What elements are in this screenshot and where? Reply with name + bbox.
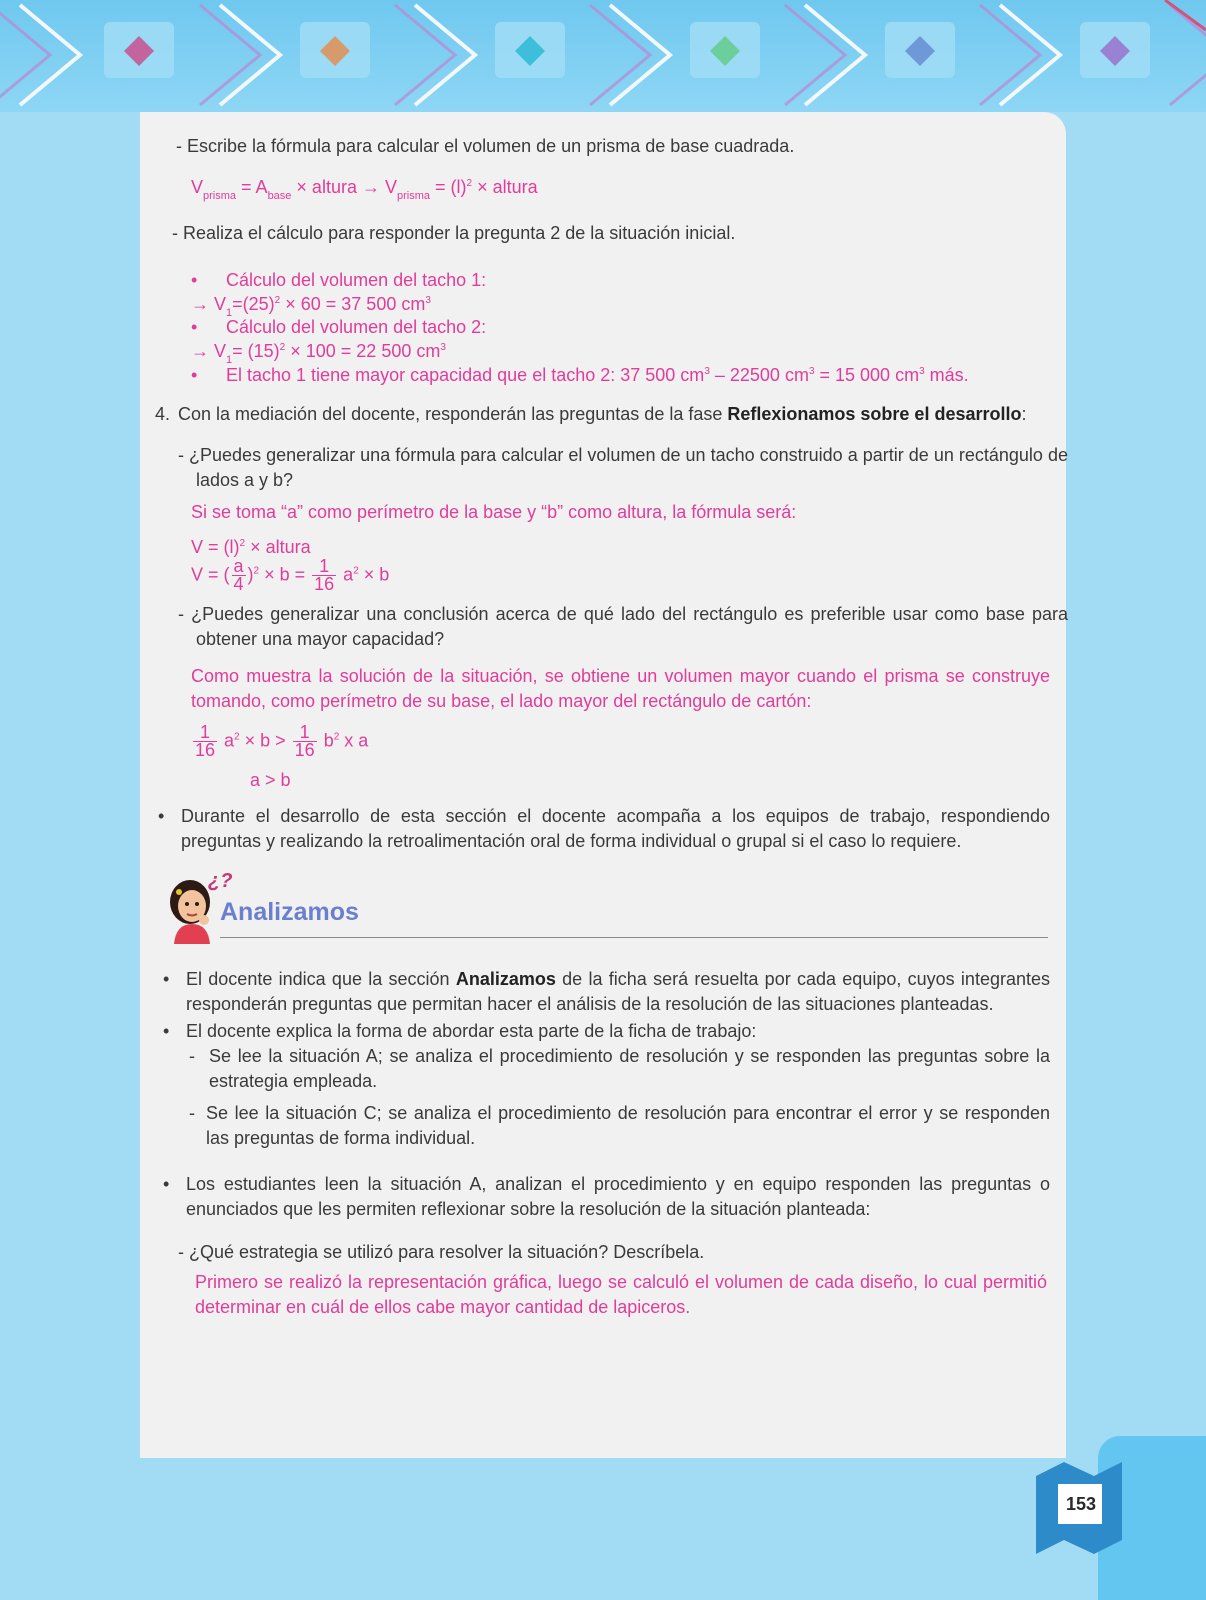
bullet: • (163, 1021, 170, 1041)
step-situation-c: Se lee la situación C; se analiza el procedimiento de resolución para encontrar el error y se responden las preguntas de forma individual. (206, 1103, 1050, 1148)
diamond-chevron-pattern (0, 0, 1206, 112)
answer-3: Primero se realizó la representación gráfica, luego se calculó el volumen de cada diseño, lo cual permitió determinar en cuál de ellos cabe mayor cantidad de lapiceros. (195, 1272, 1047, 1317)
section-title: Analizamos (220, 898, 359, 926)
question-1: - ¿Puedes generalizar una fórmula para calcular el volumen de un tacho construido a partir de un rectángulo de lados a y b? (178, 445, 1068, 490)
question-marks: ¿? (208, 870, 233, 892)
item-number: 4. (155, 404, 171, 424)
dash: - (189, 1046, 195, 1066)
bullet: • (191, 317, 198, 337)
answer-line-2: Cálculo del volumen del tacho 2: (226, 317, 487, 337)
dash: - (189, 1103, 195, 1123)
bullet: • (158, 806, 165, 826)
answer-conclusion: El tacho 1 tiene mayor capacidad que el tacho 2: 37 500 $cm^3 - 22500$ $cm^3 = 15$ 000 $cm^3$ más. (226, 365, 969, 385)
paragraph-teacher-support: Durante el desarrollo de esta sección el docente acompaña a los equipos de trabajo, respondiendo preguntas y realizando la retroalimentación oral de forma individual o grupal si el caso lo requiere. (181, 806, 1050, 851)
answer-calc-1: → $V_1=(25)^2 \times 60 = 37$ 500 $cm^3$ (191, 294, 431, 319)
question-3: - ¿Qué estrategia se utilizó para resolver la situación? Descríbela. (178, 1242, 705, 1262)
section-divider (220, 937, 1048, 938)
formula-volume: $V = (l)^2$ × altura (191, 537, 311, 557)
instruction-formula: - Escribe la fórmula para calcular el volumen de un prisma de base cuadrada. (176, 136, 795, 156)
bullet: • (163, 1174, 170, 1194)
formula-comparison: $\frac{1}{16}$ $a^2 \times b$ > $\frac{1}{16}$ $b^2$ x a (195, 722, 369, 760)
formula-conclusion: a > b (250, 770, 291, 790)
answer-calc-2: → $V_1= (15)^2 \times 100 = 22$ 500 $cm^3$ (191, 341, 446, 366)
question-2: - ¿Puedes generalizar una conclusión acerca de qué lado del rectángulo es preferible usar como base para obtener una mayor capacidad? (178, 604, 1068, 649)
instruction-calculate: - Realiza el cálculo para responder la pregunta 2 de la situación inicial. (172, 223, 736, 243)
bullet: • (191, 270, 198, 290)
paragraph-explanation: El docente explica la forma de abordar esta parte de la ficha de trabajo: (186, 1021, 757, 1041)
page-number: 153 (1065, 1494, 1097, 1514)
bullet: • (163, 969, 170, 989)
paragraph-section-intro: El docente indica que la sección Analizamos de la ficha será resuelta por cada equipo, cuyos integrantes responderán preguntas que permitan hacer el análisis de la resolución de las situaciones planteadas. (186, 969, 1050, 1014)
answer-line-1: Cálculo del volumen del tacho 1: (226, 270, 487, 290)
bullet: • (191, 365, 198, 385)
step-situation-a: Se lee la situación A; se analiza el procedimiento de resolución y se responden las preguntas sobre la estrategia empleada. (209, 1046, 1050, 1091)
answer-2: Como muestra la solución de la situación, se obtiene un volumen mayor cuando el prisma se construye tomando, como perímetro de su base, el lado mayor del rectángulo de cartón: (191, 666, 1050, 711)
formula-general: V = ( $\frac{a}{4}$ )$^2$ × b = $\frac{1}{16}$ $a^2 \times b$ (191, 556, 390, 594)
paragraph-students: Los estudiantes leen la situación A, analizan el procedimiento y en equipo responden las preguntas o enunciados que les permiten reflexionar sobre la resolución de la situación planteada: (186, 1174, 1050, 1219)
formula-prism-volume: $V_{prisma} = A_{base}$ × altura → $V_{prisma} = (l)^2$ × altura (191, 177, 538, 202)
answer-1: Si se toma “a” como perímetro de la base y “b” como altura, la fórmula será: (191, 502, 797, 522)
item-4-text: Con la mediación del docente, responderán las preguntas de la fase Reflexionamos sobre el desarrollo: (178, 404, 1027, 424)
decorative-banner (0, 0, 1206, 112)
